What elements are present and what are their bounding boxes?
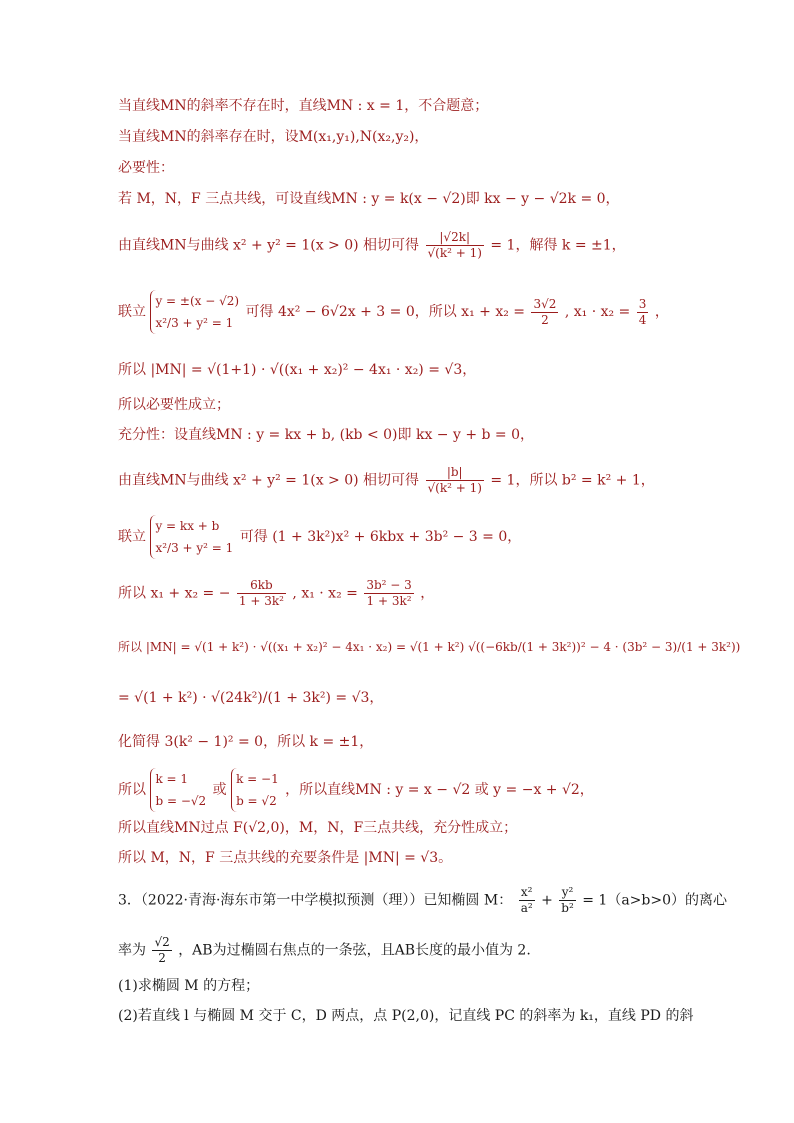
fraction-denominator: 2 bbox=[541, 312, 549, 327]
equation-system bbox=[150, 768, 206, 812]
fraction-denominator: 4 bbox=[638, 312, 647, 327]
text-line-1: 当直线MN的斜率不存在时，直线MN : x = 1，不合题意； bbox=[118, 98, 489, 114]
text-line-13: 所以 |MN| = √(1 + k²) · √((x₁ + x₂)² − 4x₁ · x₂) = √(1 + k²) √((−6kb/(1 + 3k²))² − 4 · (3b² − 3)/(1 + 3k²)) bbox=[118, 640, 741, 654]
fraction-numerator: 3√2 bbox=[533, 296, 557, 311]
text-line-11 bbox=[118, 515, 521, 559]
text-segment: ，AB为过椭圆右焦点的一条弦，且AB长度的最小值为 2. bbox=[178, 942, 531, 959]
text-segment: 联立 bbox=[118, 304, 146, 320]
text-segment: = 1，解得 k = ±1， bbox=[490, 237, 626, 254]
text-line-5 bbox=[118, 230, 626, 261]
fraction-numerator: 3 bbox=[638, 296, 647, 311]
fraction-numerator: x² bbox=[519, 885, 535, 901]
equation: x²/3 + y² = 1 bbox=[155, 316, 234, 330]
text-line-4: 若 M，N，F 三点共线，可设直线MN : y = k(x − √2)即 kx − y − √2k = 0， bbox=[118, 191, 620, 207]
fraction bbox=[559, 885, 576, 916]
text-segment: 所以 x₁ + x₂ = − bbox=[118, 585, 231, 602]
text-line-3: 必要性： bbox=[118, 160, 174, 176]
text-segment: 或 bbox=[212, 782, 227, 798]
question-3-part-1: (1)求椭圆 M 的方程； bbox=[118, 978, 260, 994]
equation-system bbox=[231, 768, 279, 812]
equation: y = ±(x − √2) bbox=[155, 294, 240, 308]
text-line-7: 所以 |MN| = √(1+1) · √((x₁ + x₂)² − 4x₁ · x₂) = √3， bbox=[118, 362, 477, 378]
fraction-denominator: 2 bbox=[158, 951, 166, 965]
text-line-6 bbox=[118, 290, 669, 334]
text-segment: = 1，所以 b² = k² + 1， bbox=[490, 472, 655, 489]
fraction-numerator: y² bbox=[559, 885, 576, 901]
text-line-8: 所以必要性成立； bbox=[118, 397, 230, 413]
fraction-numerator: 6kb bbox=[237, 578, 286, 594]
equation: x²/3 + y² = 1 bbox=[155, 541, 234, 555]
text-segment: 3．（2022·青海·海东市第一中学模拟预测（理））已知椭圆 M： bbox=[118, 892, 513, 909]
plus-sign: + bbox=[541, 892, 553, 909]
fraction bbox=[426, 230, 484, 261]
fraction bbox=[426, 465, 484, 496]
text-line-14: = √(1 + k²) · √(24k²)/(1 + 3k²) = √3， bbox=[118, 690, 384, 706]
equation: b = √2 bbox=[236, 794, 277, 808]
text-segment: , x₁ · x₂ = bbox=[292, 585, 358, 602]
fraction bbox=[237, 578, 286, 609]
equation: b = −√2 bbox=[155, 794, 207, 808]
fraction bbox=[152, 935, 171, 966]
fraction bbox=[637, 297, 649, 328]
fraction-numerator: √2 bbox=[154, 935, 170, 949]
equation: k = −1 bbox=[236, 772, 279, 786]
text-segment: , x₁ · x₂ = bbox=[564, 304, 631, 320]
text-segment: = 1（a>b>0）的离心 bbox=[582, 892, 728, 909]
question-3-stem bbox=[118, 885, 727, 916]
fraction bbox=[364, 578, 413, 609]
fraction bbox=[519, 885, 535, 916]
text-line-17: 所以直线MN过点 F(√2,0)，M，N，F三点共线，充分性成立； bbox=[118, 820, 518, 836]
question-3-part-2: (2)若直线 l 与椭圆 M 交于 C，D 两点，点 P(2,0)，记直线 PC 的斜率为 k₁，直线 PD 的斜 bbox=[118, 1008, 694, 1024]
text-segment: ， bbox=[654, 304, 669, 320]
fraction-denominator: b² bbox=[561, 901, 574, 915]
text-line-15: 化简得 3(k² − 1)² = 0，所以 k = ±1， bbox=[118, 734, 374, 750]
question-3-stem-cont bbox=[118, 935, 531, 966]
text-segment: 率为 bbox=[118, 942, 146, 959]
equation-system bbox=[150, 290, 239, 334]
text-segment: ，所以直线MN : y = x − √2 或 y = −x + √2， bbox=[285, 782, 594, 798]
text-line-9: 充分性：设直线MN : y = kx + b, (kb < 0)即 kx − y + b = 0， bbox=[118, 427, 535, 443]
text-segment: 由直线MN与曲线 x² + y² = 1(x > 0) 相切可得 bbox=[118, 472, 420, 489]
text-line-16 bbox=[118, 768, 594, 812]
fraction-denominator: √(k² + 1) bbox=[427, 246, 482, 260]
equation: y = kx + b bbox=[155, 519, 220, 533]
text-segment: 联立 bbox=[118, 529, 146, 545]
equation: k = 1 bbox=[155, 772, 189, 786]
text-line-18: 所以 M，N，F 三点共线的充要条件是 |MN| = √3。 bbox=[118, 850, 453, 866]
text-segment: 可得 4x² − 6√2x + 3 = 0，所以 x₁ + x₂ = bbox=[245, 304, 526, 320]
text-segment: 所以 bbox=[118, 782, 146, 798]
fraction-numerator: |√2k| bbox=[426, 230, 484, 246]
fraction-numerator: 3b² − 3 bbox=[366, 578, 412, 592]
fraction-denominator: a² bbox=[520, 901, 533, 915]
fraction-denominator: 1 + 3k² bbox=[238, 594, 284, 608]
fraction-denominator: √(k² + 1) bbox=[427, 481, 482, 495]
fraction-denominator: 1 + 3k² bbox=[366, 594, 412, 608]
text-line-12 bbox=[118, 578, 434, 609]
text-segment: 可得 (1 + 3k²)x² + 6kbx + 3b² − 3 = 0， bbox=[239, 529, 522, 545]
text-segment: ， bbox=[420, 585, 435, 602]
fraction bbox=[531, 297, 558, 328]
text-line-10 bbox=[118, 465, 655, 496]
text-line-2: 当直线MN的斜率存在时，设M(x₁,y₁),N(x₂,y₂)， bbox=[118, 129, 429, 145]
equation-system bbox=[150, 515, 233, 559]
fraction-numerator: |b| bbox=[426, 465, 484, 481]
text-segment: 由直线MN与曲线 x² + y² = 1(x > 0) 相切可得 bbox=[118, 237, 420, 254]
